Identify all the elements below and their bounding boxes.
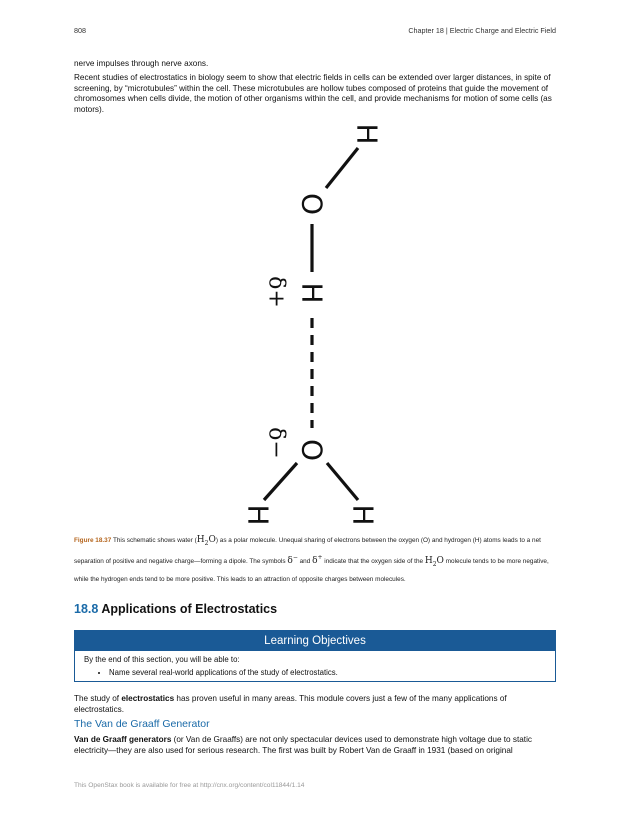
learning-objectives-list bbox=[75, 668, 555, 677]
formula-h2o-2: $H_2O$ bbox=[424, 556, 444, 569]
study-paragraph: The study of electrostatics has proven useful in many areas. This module covers just a few of the many applications of electrostatics. bbox=[74, 694, 507, 714]
learning-objectives-heading: Learning Objectives bbox=[75, 631, 555, 651]
section-heading bbox=[74, 602, 277, 616]
objective-item: • Name several real-world applications of the study of electrostatics. bbox=[109, 668, 555, 677]
chapter-title: Chapter 18 | Electric Charge and Electric Field bbox=[408, 26, 556, 35]
delta-minus-label: δ− bbox=[263, 427, 289, 459]
atom-lower-o: O bbox=[295, 438, 329, 462]
figure-caption: Figure 18.37 This schematic shows water $(H_2O)$ as a polar molecule. Unequal sharing of electrons between the oxygen (O) and hydrogen (H) atoms leads to a net separation of positive and negative charge—forming a dipole. The symbols δ− and δ+ indicate that the oxygen side of the $H_2O$ molecule tends to be more negative, while the hydrogen ends tend to be more positive. This leads to an attraction of opposite charges between molecules. bbox=[74, 535, 549, 583]
section-title: Applications of Electrostatics bbox=[98, 602, 278, 616]
bond-o-right-h bbox=[327, 463, 358, 500]
intro-line: nerve impulses through nerve axons. bbox=[74, 59, 209, 68]
atom-upper-o: O bbox=[295, 192, 329, 216]
term-van-de-graaff: Van de Graaff generators bbox=[74, 735, 172, 744]
microtubules-paragraph: Recent studies of electrostatics in biology seem to show that electric fields in cells can be extended over larger distances, in spite of screening, by “microtubules” within the cell. These microtubules are hollow tubes composed of proteins that guide the movement of chromosomes when cells divide, the motion of other organisms within the cell, and provide mechanisms for motion of some cells (as motors). bbox=[74, 73, 552, 114]
delta-minus-symbol: δ− bbox=[287, 554, 298, 567]
section-number: 18.8 bbox=[74, 602, 99, 616]
bond-top-h-o bbox=[326, 148, 358, 188]
bond-o-left-h bbox=[264, 463, 297, 500]
figure-label: Figure 18.37 bbox=[74, 537, 112, 544]
atom-left-h: H bbox=[241, 504, 275, 526]
delta-plus-symbol: δ+ bbox=[312, 554, 323, 567]
atom-middle-h: H bbox=[295, 282, 329, 304]
atom-top-h: H bbox=[350, 123, 384, 145]
learning-objectives-intro: By the end of this section, you will be able to: bbox=[84, 655, 240, 664]
term-electrostatics: electrostatics bbox=[121, 694, 175, 703]
formula-h2o: $H_2O$ bbox=[196, 535, 216, 547]
learning-objectives-box bbox=[74, 630, 556, 682]
atom-right-h: H bbox=[346, 504, 380, 526]
footer-note: This OpenStax book is available for free at http://cnx.org/content/col11844/1.14 bbox=[74, 782, 305, 789]
van-de-graaff-paragraph: Van de Graaff generators (or Van de Graaffs) are not only spectacular devices used to demonstrate high voltage due to static electricity—they are also used for serious research. The first was built by Robert Van de Graaff in 1931 (based on original bbox=[74, 735, 532, 755]
page-number: 808 bbox=[74, 26, 86, 35]
subsection-title: The Van de Graaff Generator bbox=[74, 718, 210, 730]
delta-plus-label: δ+ bbox=[263, 276, 289, 308]
